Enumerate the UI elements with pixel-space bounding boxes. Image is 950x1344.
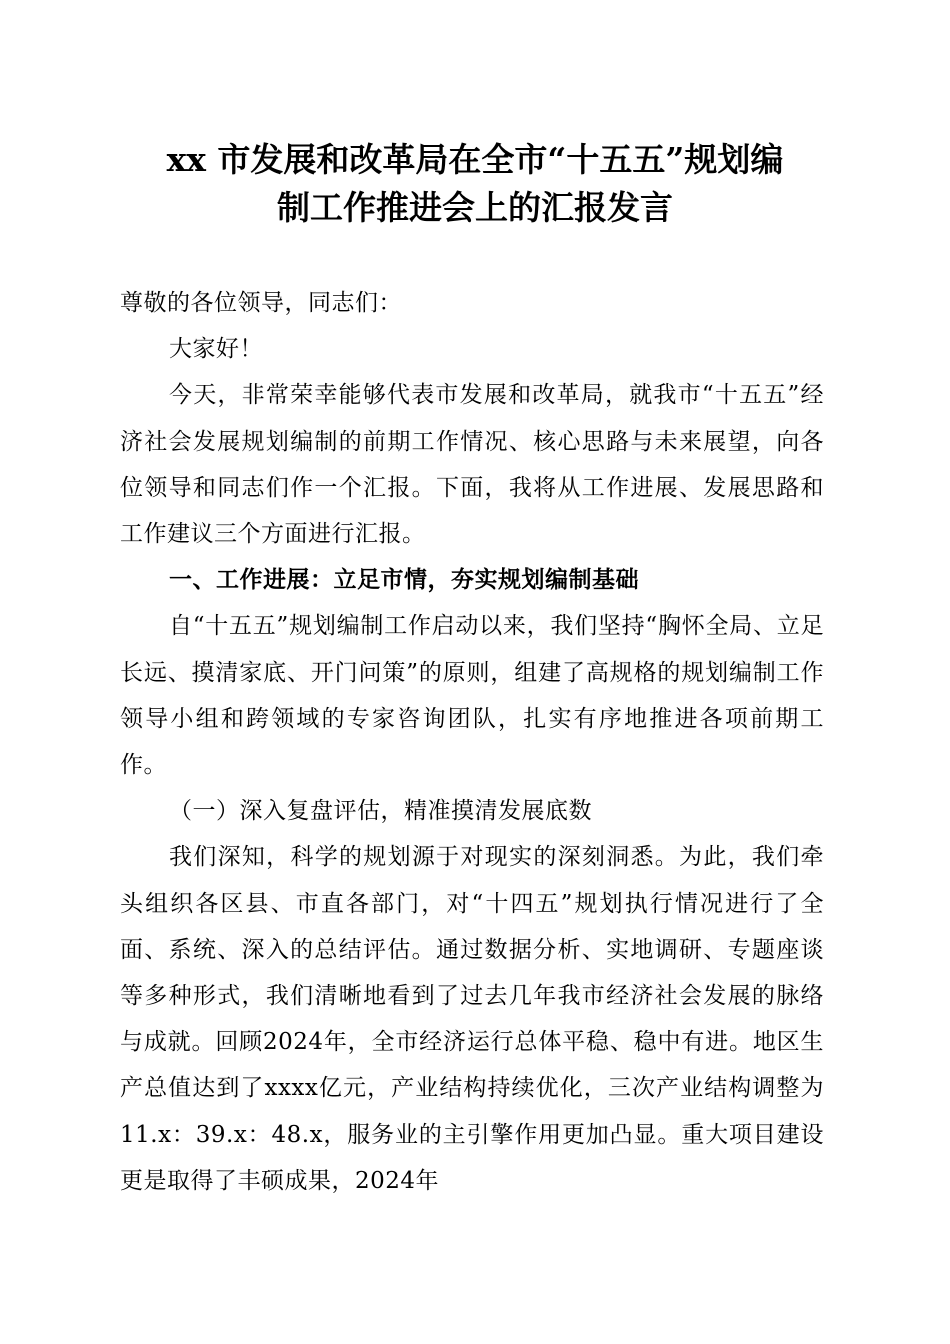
section-1-paragraph: 自“十五五”规划编制工作启动以来，我们坚持“胸怀全局、立足长远、摸清家底、开门问策”的原则，组建了高规格的规划编制工作领导小组和跨领域的专家咨询团队，扎实有序地推进各项前期工作。 — [120, 613, 824, 779]
subsection-1-paragraph: 我们深知，科学的规划源于对现实的深刻洞悉。为此，我们牵头组织各区县、市直各部门，对“十四五”规划执行情况进行了全面、系统、深入的总结评估。通过数据分析、实地调研、专题座谈等多种形式，我们清晰地看到了过去几年我市经济社会发展的脉络与成就。回顾2024年，全市经济运行总体平稳、稳中有进。地区生产总值达到了xxxx亿元，产业结构持续优化，三次产业结构调整为11.x：39.x：48.x，服务业的主引擎作用更加凸显。重大项目建设更是取得了丰硕成果，2024年 — [120, 844, 824, 1194]
title-line-1: xx 市发展和改革局在全市“十五五”规划编 — [166, 140, 784, 179]
intro-paragraph: 今天，非常荣幸能够代表市发展和改革局，就我市“十五五”经济社会发展规划编制的前期工作情况、核心思路与未来展望，向各位领导和同志们作一个汇报。下面，我将从工作进展、发展思路和工作建议三个方面进行汇报。 — [120, 382, 824, 548]
greeting: 大家好！ — [169, 336, 263, 363]
document-title — [100, 136, 850, 232]
title-line-2: 制工作推进会上的汇报发言 — [277, 188, 673, 227]
subsection-heading-1: （一）深入复盘评估，精准摸清发展底数 — [169, 798, 592, 825]
section-heading-1: 一、工作进展：立足市情，夯实规划编制基础 — [169, 567, 639, 594]
document-body — [120, 280, 824, 1204]
salutation: 尊敬的各位领导，同志们： — [120, 290, 402, 316]
